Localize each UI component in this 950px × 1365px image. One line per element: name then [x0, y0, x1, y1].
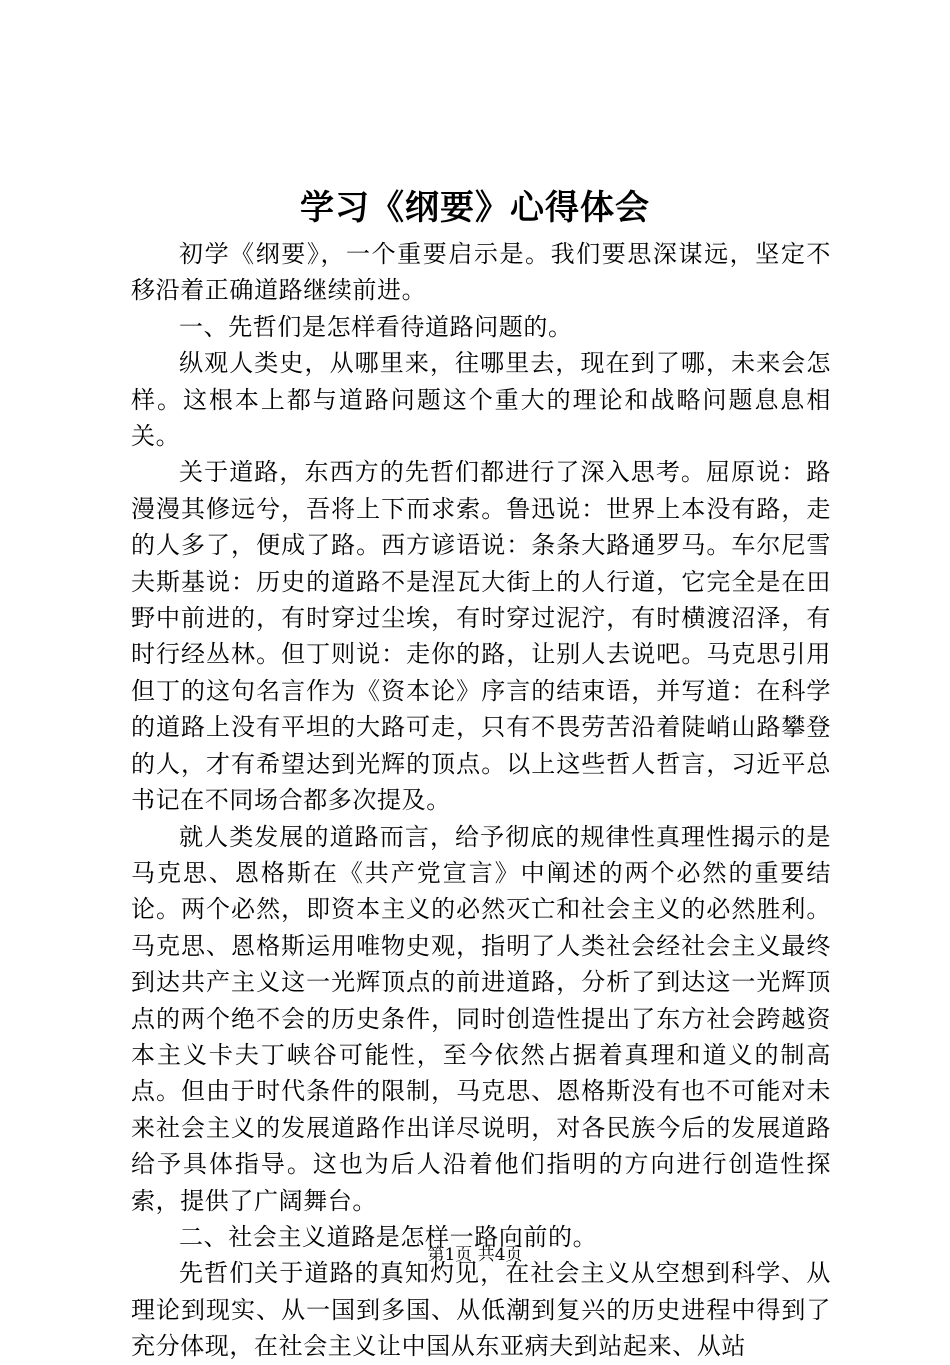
document-title: 学习《纲要》心得体会 [300, 188, 650, 228]
paragraph-history: 纵观人类史，从哪里来，往哪里去，现在到了哪，未来会怎样。这根本上都与道路问题这个重大的理论和战略问题息息相关。 [131, 349, 831, 451]
page-footer: 第1页 共4页 [427, 1245, 523, 1265]
section-heading-1: 一、先哲们是怎样看待道路问题的。 [179, 312, 573, 341]
document-body [131, 236, 831, 1365]
section-heading-2: 二、社会主义道路是怎样一路向前的。 [179, 1222, 598, 1251]
paragraph-socialism: 先哲们关于道路的真知灼见，在社会主义从空想到科学、从理论到现实、从一国到多国、从低潮到复兴的历史进程中得到了充分体现，在社会主义让中国从东亚病夫到站起来、从站 [131, 1259, 831, 1361]
paragraph-marx-engels: 就人类发展的道路而言，给予彻底的规律性真理性揭示的是马克思、恩格斯在《共产党宣言》中阐述的两个必然的重要结论。两个必然，即资本主义的必然灭亡和社会主义的必然胜利。马克思、恩格斯运用唯物史观，指明了人类社会经社会主义最终到达共产主义这一光辉顶点的前进道路，分析了到达这一光辉顶点的两个绝不会的历史条件，同时创造性提出了东方社会跨越资本主义卡夫丁峡谷可能性，至今依然占据着真理和道义的制高点。但由于时代条件的限制，马克思、恩格斯没有也不可能对未来社会主义的发展道路作出详尽说明，对各民族今后的发展道路给予具体指导。这也为后人沿着他们指明的方向进行创造性探索，提供了广阔舞台。 [131, 822, 831, 1215]
paragraph-intro: 初学《纲要》，一个重要启示是。我们要思深谋远，坚定不移沿着正确道路继续前进。 [131, 240, 831, 305]
paragraph-philosophers: 关于道路，东西方的先哲们都进行了深入思考。屈原说：路漫漫其修远兮，吾将上下而求索。鲁迅说：世界上本没有路，走的人多了，便成了路。西方谚语说：条条大路通罗马。车尔尼雪夫斯基说：历史的道路不是涅瓦大街上的人行道，它完全是在田野中前进的，有时穿过尘埃，有时穿过泥泞，有时横渡沼泽，有时行经丛林。但丁则说：走你的路，让别人去说吧。马克思引用但丁的这句名言作为《资本论》序言的结束语，并写道：在科学的道路上没有平坦的大路可走，只有不畏劳苦沿着陡峭山路攀登的人，才有希望达到光辉的顶点。以上这些哲人哲言，习近平总书记在不同场合都多次提及。 [131, 458, 831, 815]
